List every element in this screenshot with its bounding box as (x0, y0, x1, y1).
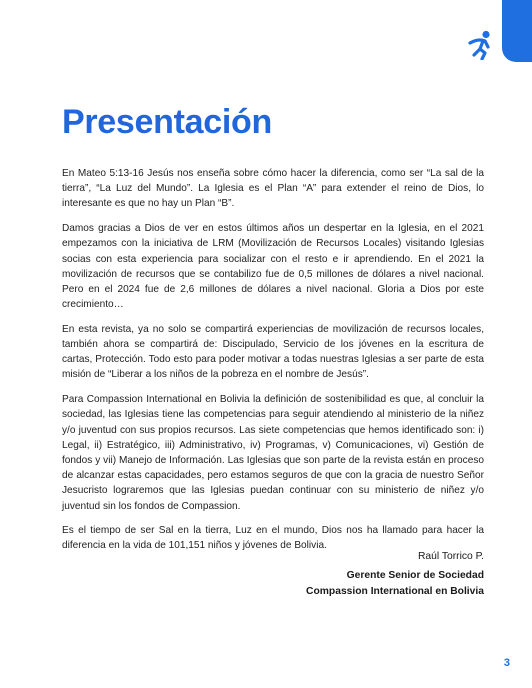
running-person-icon (466, 30, 494, 60)
paragraph: En esta revista, ya no solo se compartirá experiencias de movilización de recursos locales, también ahora se compartirá de: Discipulado, Servicio de los jóvenes en la escritura de cartas, Protección. Todo esto para poder motivar a todas nuestras Iglesias a ser parte de esta misión de “Liberar a los niños de la pobreza en el nombre de Jesús”. (62, 323, 484, 381)
signer-organization: Compassion International en Bolivia (306, 586, 484, 597)
paragraph: Es el tiempo de ser Sal en la tierra, Luz en el mundo, Dios nos ha llamado para hacer la diferencia en la vida de 101,151 niños y jóvenes de Bolivia. (62, 525, 484, 552)
page-number: 3 (503, 657, 510, 669)
paragraph: Damos gracias a Dios de ver en estos últimos años un despertar en la Iglesia, en el 2021 empezamos con la iniciativa de LRM (Movilización de Recursos Locales) visitando Iglesias socias con esta experiencia para socializar con el resto e ir aprendiendo. En el 2021 la movilización de recursos que se contabilizo fue de 0,5 millones de dólares a nivel nacional. Pero en el 2024 fue de 2,6 millones de dólares a nivel nacional. Gloria a Dios por este crecimiento… (62, 223, 484, 311)
signature-block (306, 549, 484, 600)
presentation-body (62, 166, 484, 563)
paragraph: Para Compassion International en Bolivia la definición de sostenibilidad es que, al concluir la sociedad, las Iglesias tiene las competencias para seguir atendiendo al ministerio de la niñez y/o juventud con sus propios recursos. Las siete competencias que hemos identificado son: i) Legal, ii) Estratégico, iii) Administrativo, iv) Programas, v) Comunicaciones, vi) Gestión de fondos y vii) Manejo de Información. Las Iglesias que son parte de la revista están en proceso de alcanzar estas capacidades, pero estamos seguros de que con la gracia de nuestro Señor Jesucristo lograremos que las Iglesias puedan continuar con su ministerio de niñez y/o juventud sin los fondos de Compassion. (62, 394, 484, 512)
corner-tab (502, 0, 532, 62)
page-title: Presentación (62, 103, 272, 141)
paragraph: En Mateo 5:13-16 Jesús nos enseña sobre cómo hacer la diferencia, como ser “La sal de la tierra”, “La Luz del Mundo”. La Iglesia es el Plan “A” para extender el reino de Dios, lo interesante es que no hay un Plan “B”. (62, 168, 484, 210)
signer-role: Gerente Senior de Sociedad (346, 570, 484, 581)
signer-name: Raúl Torrico P. (417, 551, 484, 562)
